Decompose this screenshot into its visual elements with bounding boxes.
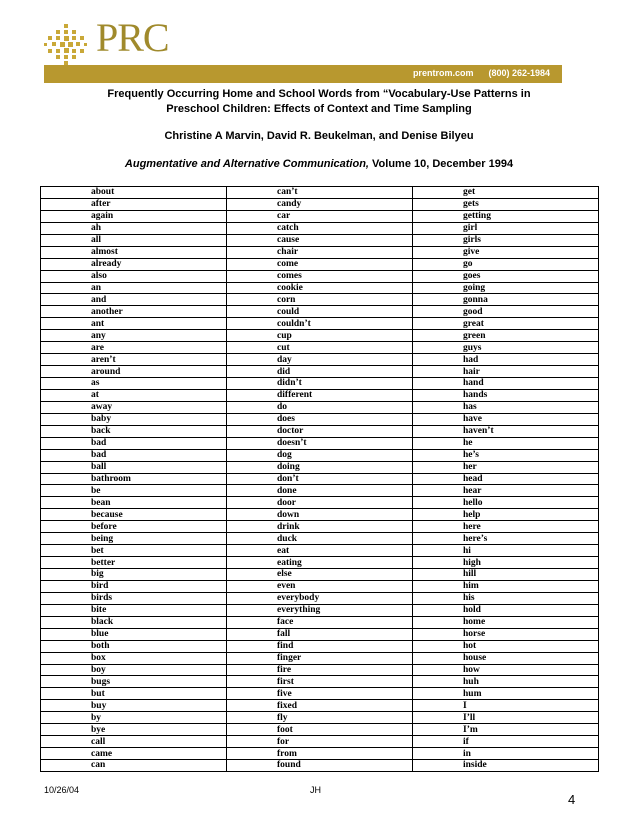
- word-cell: buy: [41, 700, 227, 712]
- word-cell: almost: [41, 246, 227, 258]
- word-cell: hands: [413, 389, 599, 401]
- contact-info: prentrom.com (800) 262-1984: [412, 68, 550, 78]
- word-cell: has: [413, 401, 599, 413]
- word-cell: I’ll: [413, 712, 599, 724]
- word-cell: are: [41, 342, 227, 354]
- word-cell: gets: [413, 198, 599, 210]
- word-cell: I: [413, 700, 599, 712]
- word-cell: horse: [413, 628, 599, 640]
- word-cell: car: [227, 210, 413, 222]
- word-cell: from: [227, 748, 413, 760]
- table-row: [41, 521, 599, 533]
- word-cell: he’s: [413, 449, 599, 461]
- word-cell: being: [41, 533, 227, 545]
- word-cell: away: [41, 401, 227, 413]
- word-cell: go: [413, 258, 599, 270]
- table-row: [41, 306, 599, 318]
- word-cell: I’m: [413, 724, 599, 736]
- word-cell: ant: [41, 318, 227, 330]
- word-cell: him: [413, 580, 599, 592]
- word-cell: around: [41, 366, 227, 378]
- word-cell: aren’t: [41, 354, 227, 366]
- word-cell: doesn’t: [227, 437, 413, 449]
- word-cell: have: [413, 413, 599, 425]
- word-cell: come: [227, 258, 413, 270]
- word-cell: good: [413, 306, 599, 318]
- word-cell: bathroom: [41, 473, 227, 485]
- word-cell: drink: [227, 521, 413, 533]
- table-row: [41, 760, 599, 772]
- word-cell: any: [41, 330, 227, 342]
- word-cell: bad: [41, 437, 227, 449]
- word-cell: does: [227, 413, 413, 425]
- table-row: [41, 557, 599, 569]
- word-cell: getting: [413, 210, 599, 222]
- word-cell: hand: [413, 378, 599, 390]
- word-cell: baby: [41, 413, 227, 425]
- table-row: [41, 533, 599, 545]
- word-cell: can: [41, 760, 227, 772]
- word-cell: find: [227, 640, 413, 652]
- word-cell: cause: [227, 234, 413, 246]
- table-row: [41, 187, 599, 199]
- word-cell: if: [413, 736, 599, 748]
- word-cell: five: [227, 688, 413, 700]
- table-row: [41, 509, 599, 521]
- word-cell: about: [41, 187, 227, 199]
- table-row: [41, 389, 599, 401]
- word-cell: bet: [41, 545, 227, 557]
- word-cell: doctor: [227, 425, 413, 437]
- word-cell: call: [41, 736, 227, 748]
- word-cell: home: [413, 616, 599, 628]
- word-cell: finger: [227, 652, 413, 664]
- table-row: [41, 628, 599, 640]
- word-cell: door: [227, 497, 413, 509]
- word-cell: but: [41, 688, 227, 700]
- word-cell: hear: [413, 485, 599, 497]
- word-cell: catch: [227, 222, 413, 234]
- table-row: [41, 330, 599, 342]
- word-cell: hold: [413, 604, 599, 616]
- word-cell: because: [41, 509, 227, 521]
- table-row: [41, 210, 599, 222]
- table-row: [41, 425, 599, 437]
- word-cell: hill: [413, 569, 599, 581]
- word-cell: as: [41, 378, 227, 390]
- word-cell: blue: [41, 628, 227, 640]
- table-row: [41, 246, 599, 258]
- word-cell: corn: [227, 294, 413, 306]
- word-cell: bad: [41, 449, 227, 461]
- page-number: 4: [568, 792, 576, 807]
- word-cell: he: [413, 437, 599, 449]
- table-row: [41, 724, 599, 736]
- word-cell: green: [413, 330, 599, 342]
- word-cell: dog: [227, 449, 413, 461]
- word-cell: high: [413, 557, 599, 569]
- word-cell: for: [227, 736, 413, 748]
- word-cell: fly: [227, 712, 413, 724]
- word-cell: ah: [41, 222, 227, 234]
- table-row: [41, 270, 599, 282]
- word-cell: box: [41, 652, 227, 664]
- word-cell: be: [41, 485, 227, 497]
- word-cell: bird: [41, 580, 227, 592]
- word-cell: and: [41, 294, 227, 306]
- word-cell: house: [413, 652, 599, 664]
- word-cell: big: [41, 569, 227, 581]
- table-row: [41, 545, 599, 557]
- word-cell: inside: [413, 760, 599, 772]
- word-cell: by: [41, 712, 227, 724]
- table-row: [41, 676, 599, 688]
- table-row: [41, 700, 599, 712]
- word-cell: cut: [227, 342, 413, 354]
- table-row: [41, 640, 599, 652]
- word-cell: cup: [227, 330, 413, 342]
- word-cell: fall: [227, 628, 413, 640]
- word-cell: girls: [413, 234, 599, 246]
- word-cell: ball: [41, 461, 227, 473]
- journal-citation: [60, 158, 578, 170]
- word-cell: an: [41, 282, 227, 294]
- word-cell: bean: [41, 497, 227, 509]
- word-cell: her: [413, 461, 599, 473]
- word-cell: hi: [413, 545, 599, 557]
- table-row: [41, 712, 599, 724]
- word-cell: hot: [413, 640, 599, 652]
- table-row: [41, 485, 599, 497]
- word-cell: hello: [413, 497, 599, 509]
- title-line-2: Preschool Children: Effects of Context and Time Sampling: [166, 103, 472, 115]
- word-cell: birds: [41, 592, 227, 604]
- word-cell: different: [227, 389, 413, 401]
- word-cell: candy: [227, 198, 413, 210]
- word-cell: in: [413, 748, 599, 760]
- word-cell: here’s: [413, 533, 599, 545]
- word-cell: another: [41, 306, 227, 318]
- table-row: [41, 258, 599, 270]
- word-cell: everybody: [227, 592, 413, 604]
- word-cell: bite: [41, 604, 227, 616]
- word-cell: hair: [413, 366, 599, 378]
- word-cell: back: [41, 425, 227, 437]
- word-cell: hum: [413, 688, 599, 700]
- word-cell: eat: [227, 545, 413, 557]
- word-table: [40, 186, 599, 772]
- table-row: [41, 449, 599, 461]
- word-cell: girl: [413, 222, 599, 234]
- word-cell: cookie: [227, 282, 413, 294]
- word-cell: first: [227, 676, 413, 688]
- journal-name: Augmentative and Alternative Communication,: [124, 158, 369, 170]
- word-cell: after: [41, 198, 227, 210]
- table-row: [41, 461, 599, 473]
- word-cell: bye: [41, 724, 227, 736]
- table-row: [41, 294, 599, 306]
- table-row: [41, 473, 599, 485]
- word-cell: doing: [227, 461, 413, 473]
- table-row: [41, 580, 599, 592]
- table-row: [41, 616, 599, 628]
- word-cell: great: [413, 318, 599, 330]
- word-cell: found: [227, 760, 413, 772]
- table-row: [41, 652, 599, 664]
- footer-initials: JH: [310, 785, 321, 795]
- table-row: [41, 748, 599, 760]
- word-cell: don’t: [227, 473, 413, 485]
- authors: Christine A Marvin, David R. Beukelman, and Denise Bilyeu: [164, 130, 474, 142]
- word-cell: all: [41, 234, 227, 246]
- table-row: [41, 318, 599, 330]
- word-cell: better: [41, 557, 227, 569]
- word-cell: haven’t: [413, 425, 599, 437]
- word-cell: comes: [227, 270, 413, 282]
- word-cell: head: [413, 473, 599, 485]
- word-cell: how: [413, 664, 599, 676]
- document-title: [60, 87, 578, 117]
- word-cell: again: [41, 210, 227, 222]
- header-bar: [44, 65, 562, 83]
- word-cell: didn’t: [227, 378, 413, 390]
- table-row: [41, 366, 599, 378]
- word-cell: help: [413, 509, 599, 521]
- word-cell: his: [413, 592, 599, 604]
- word-cell: gonna: [413, 294, 599, 306]
- table-row: [41, 437, 599, 449]
- word-cell: done: [227, 485, 413, 497]
- word-cell: down: [227, 509, 413, 521]
- table-row: [41, 604, 599, 616]
- table-row: [41, 736, 599, 748]
- table-row: [41, 592, 599, 604]
- word-cell: eating: [227, 557, 413, 569]
- title-line-1: Frequently Occurring Home and School Words from “Vocabulary-Use Patterns in: [107, 88, 531, 100]
- table-row: [41, 282, 599, 294]
- word-cell: could: [227, 306, 413, 318]
- table-row: [41, 664, 599, 676]
- word-cell: here: [413, 521, 599, 533]
- table-row: [41, 401, 599, 413]
- word-cell: guys: [413, 342, 599, 354]
- table-row: [41, 234, 599, 246]
- word-cell: came: [41, 748, 227, 760]
- word-cell: already: [41, 258, 227, 270]
- table-row: [41, 688, 599, 700]
- table-row: [41, 413, 599, 425]
- word-cell: fire: [227, 664, 413, 676]
- word-cell: did: [227, 366, 413, 378]
- word-cell: give: [413, 246, 599, 258]
- word-cell: before: [41, 521, 227, 533]
- word-cell: both: [41, 640, 227, 652]
- logo-wordmark: PRC: [96, 15, 169, 60]
- word-cell: bugs: [41, 676, 227, 688]
- word-cell: even: [227, 580, 413, 592]
- word-cell: can’t: [227, 187, 413, 199]
- word-cell: going: [413, 282, 599, 294]
- table-row: [41, 222, 599, 234]
- table-row: [41, 378, 599, 390]
- word-cell: get: [413, 187, 599, 199]
- word-cell: duck: [227, 533, 413, 545]
- word-cell: had: [413, 354, 599, 366]
- word-cell: face: [227, 616, 413, 628]
- word-cell: also: [41, 270, 227, 282]
- word-cell: chair: [227, 246, 413, 258]
- table-row: [41, 198, 599, 210]
- word-cell: do: [227, 401, 413, 413]
- word-cell: huh: [413, 676, 599, 688]
- table-row: [41, 497, 599, 509]
- table-row: [41, 342, 599, 354]
- word-cell: goes: [413, 270, 599, 282]
- word-cell: foot: [227, 724, 413, 736]
- table-row: [41, 569, 599, 581]
- table-row: [41, 354, 599, 366]
- word-cell: day: [227, 354, 413, 366]
- word-cell: at: [41, 389, 227, 401]
- word-cell: boy: [41, 664, 227, 676]
- word-cell: fixed: [227, 700, 413, 712]
- journal-volume: Volume 10, December 1994: [368, 158, 514, 170]
- word-cell: couldn’t: [227, 318, 413, 330]
- word-cell: everything: [227, 604, 413, 616]
- word-cell: black: [41, 616, 227, 628]
- word-cell: else: [227, 569, 413, 581]
- footer-date: 10/26/04: [44, 785, 80, 795]
